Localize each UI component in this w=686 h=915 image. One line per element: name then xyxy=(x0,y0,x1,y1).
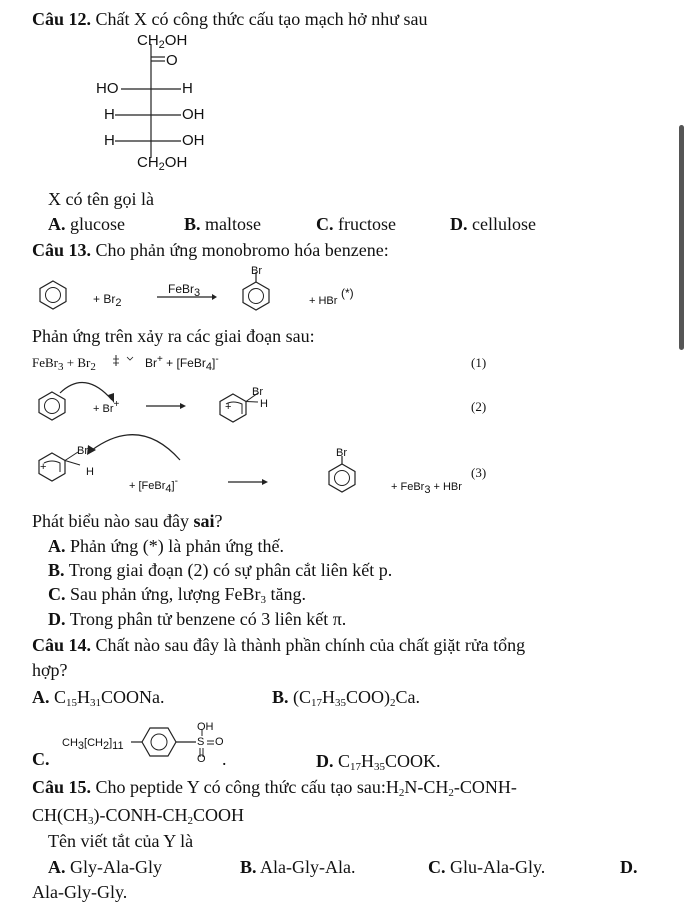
q14-c-o-bottom: O xyxy=(197,753,206,765)
reaction-arrow xyxy=(157,292,217,302)
q12-line xyxy=(32,8,427,30)
step3-reactants xyxy=(30,425,210,485)
step2-number: (2) xyxy=(471,399,487,414)
step3-products: + FeBr$_3$ + HBr xyxy=(391,481,462,496)
q14-option-d[interactable]: D. $C_{17}H_{35}COOK$. xyxy=(316,751,441,773)
q14-text: Chất nào sau đây là thành phần chính của chất giặt rửa tổng xyxy=(95,635,526,655)
product-br: Br xyxy=(251,265,262,277)
q14-line1 xyxy=(32,634,525,656)
q15-option-d-text[interactable]: Ala-Gly-Gly. xyxy=(32,882,128,902)
q14-c-structure xyxy=(131,720,251,770)
q13-line xyxy=(32,239,389,261)
f-row3-right: OH xyxy=(182,132,205,149)
q15-line1: Câu 15. Cho peptide Y có công thức cấu tạo $sau:H_2N-CH_2-CONH-$ xyxy=(32,777,517,799)
f-carbonyl-o: O xyxy=(166,52,178,69)
q15-line2: $CH(CH_3)-CONH-CH_2COOH$ xyxy=(32,805,245,827)
q12-text: Chất X có công thức cấu tạo mạch hở như sau xyxy=(95,9,428,29)
q12-option-d[interactable]: D. cellulose xyxy=(450,214,536,234)
q14-c-dot: . xyxy=(222,749,227,769)
step3-product-ring xyxy=(327,456,357,498)
f-row2-right: OH xyxy=(182,106,205,123)
q14-option-c-label: C. xyxy=(32,749,50,769)
step3-h: H xyxy=(86,466,94,478)
q14-c-o-right: O xyxy=(215,736,224,748)
q13-option-c[interactable]: C. Sau phản ứng, lượng FeBr$_3$ tăng. xyxy=(48,584,307,606)
step3-br: Br xyxy=(77,445,88,457)
reaction-mark: (*) xyxy=(341,286,354,300)
q15-question: Tên viết tắt của Y là xyxy=(48,831,194,851)
q14-option-a[interactable]: A. $C_{15}H_{31}COONa$. xyxy=(32,687,165,709)
f-bottom: $CH_2OH$ xyxy=(137,154,188,173)
q14-line2: hợp? xyxy=(32,660,68,680)
step3-product-br: Br xyxy=(336,447,347,459)
q14-title: Câu 14. xyxy=(32,635,92,655)
step1-rhs: Br+ + [FeBr$_4$]- xyxy=(145,354,219,373)
q12-option-b[interactable]: B. maltose xyxy=(184,214,262,234)
q14-c-oh: OH xyxy=(197,721,214,733)
step3-charge: + xyxy=(40,461,47,473)
q12-option-a[interactable]: A. glucose xyxy=(48,214,125,234)
equilibrium-arrow xyxy=(110,354,132,368)
q13-option-d[interactable]: D. Trong phân tử benzene có 3 liên kết π. xyxy=(48,609,347,629)
q12-option-c[interactable]: C. fructose xyxy=(316,214,396,234)
q15-option-b[interactable]: B. Ala-Gly-Ala. xyxy=(240,857,356,877)
step1-number: (1) xyxy=(471,355,487,370)
step3-number: (3) xyxy=(471,465,487,480)
q13-title: Câu 13. xyxy=(32,240,92,260)
step3-reagent: + [FeBr$_4$]- xyxy=(129,476,178,495)
benzene-ring-reactant xyxy=(38,280,68,310)
q13-question: Phát biểu nào sau đây sai? xyxy=(32,511,223,531)
reaction-byproduct: + HBr xyxy=(309,295,338,307)
q12-title: Câu 12. xyxy=(32,9,92,29)
q14-c-s: S xyxy=(197,736,205,748)
q14-c-chain: $CH_3[CH_2]_{11}$ xyxy=(62,737,124,752)
f-row2-left: H xyxy=(104,106,115,123)
q14-option-b[interactable]: B. $(C_{17}H_{35}COO)_2Ca$. xyxy=(272,687,421,709)
q15-option-d-label[interactable]: D. xyxy=(620,857,638,877)
reaction-catalyst: FeBr$_3$ xyxy=(168,282,201,299)
q13-option-a[interactable]: A. Phản ứng (*) là phản ứng thế. xyxy=(48,536,284,556)
step2-h: H xyxy=(260,398,268,410)
reaction-reagent: + $Br_2$ xyxy=(93,292,122,309)
step2-charge: + xyxy=(225,401,232,413)
step2-br: Br xyxy=(252,386,263,398)
q13-stages-intro: Phản ứng trên xảy ra các giai đoạn sau: xyxy=(32,326,315,346)
f-row3-left: H xyxy=(104,132,115,149)
q13-option-b[interactable]: B. Trong giai đoạn (2) có sự phân cắt liên kết p. xyxy=(48,560,393,580)
f-row1-right: H xyxy=(182,80,193,97)
q13-text: Cho phản ứng monobromo hóa benzene: xyxy=(95,240,389,260)
step3-arrow xyxy=(228,477,268,487)
benzene-ring-product xyxy=(241,272,271,312)
step1-lhs: FeBr$_3$ + $Br_2$ xyxy=(32,355,96,373)
step2-reagent: + Br+ xyxy=(93,399,120,415)
q12-question: X có tên gọi là xyxy=(48,189,154,209)
scrollbar[interactable] xyxy=(679,125,684,350)
step2-arrow xyxy=(146,401,186,411)
f-top: $CH_2OH$ xyxy=(137,32,188,51)
f-row1-left: HO xyxy=(96,80,119,97)
q15-option-a[interactable]: A. Gly-Ala-Gly xyxy=(48,857,162,877)
q15-option-c[interactable]: C. Glu-Ala-Gly. xyxy=(428,857,546,877)
